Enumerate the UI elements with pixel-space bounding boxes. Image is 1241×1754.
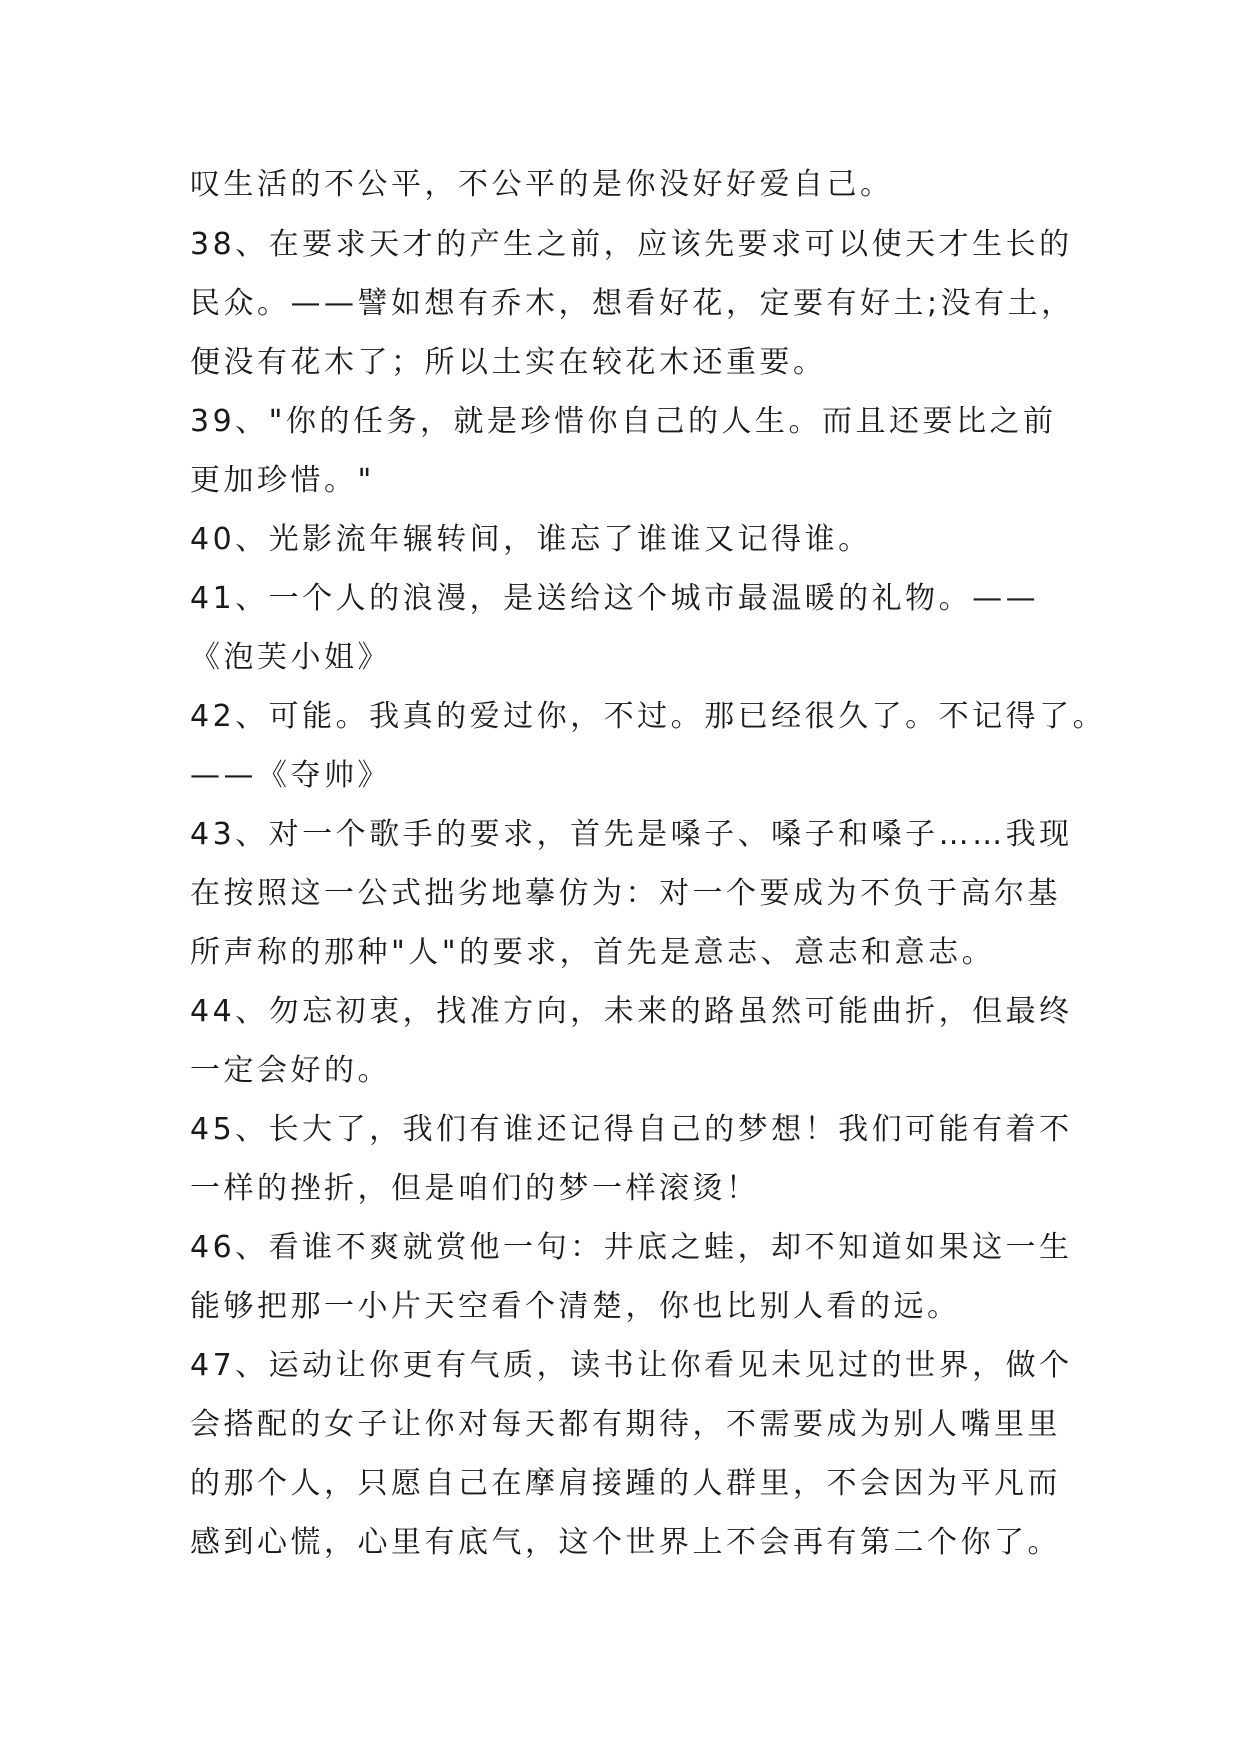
text-line: 38、在要求天才的产生之前，应该先要求可以使天才生长的 bbox=[190, 227, 1073, 262]
text-line: 一定会好的。 bbox=[190, 1053, 391, 1088]
text-line: 42、可能。我真的爱过你，不过。那已经很久了。不记得了。 bbox=[190, 699, 1107, 734]
text-line: 46、看谁不爽就赏他一句：井底之蛙，却不知道如果这一生 bbox=[190, 1230, 1073, 1265]
text-line: 《泡芙小姐》 bbox=[190, 640, 391, 675]
text-line: 39、"你的任务，就是珍惜你自己的人生。而且还要比之前 bbox=[190, 404, 1057, 439]
text-line: 民众。——譬如想有乔木，想看好花，定要有好土;没有土， bbox=[190, 286, 1075, 321]
text-line: 一样的挫折，但是咱们的梦一样滚烫！ bbox=[190, 1171, 760, 1206]
text-line: 的那个人，只愿自己在摩肩接踵的人群里，不会因为平凡而 bbox=[190, 1466, 1061, 1501]
text-line: 更加珍惜。" bbox=[190, 463, 375, 498]
text-line: 47、运动让你更有气质，读书让你看见未见过的世界，做个 bbox=[190, 1348, 1073, 1383]
text-line: 在按照这一公式拙劣地摹仿为：对一个要成为不负于高尔基 bbox=[190, 876, 1061, 911]
text-line: 能够把那一小片天空看个清楚，你也比别人看的远。 bbox=[190, 1289, 961, 1324]
text-line: 感到心慌，心里有底气，这个世界上不会再有第二个你了。 bbox=[190, 1525, 1061, 1560]
text-line: 所声称的那种"人"的要求，首先是意志、意志和意志。 bbox=[190, 935, 996, 970]
text-line: ——《夺帅》 bbox=[190, 758, 391, 793]
text-line: 45、长大了，我们有谁还记得自己的梦想！我们可能有着不 bbox=[190, 1112, 1073, 1147]
text-line: 41、一个人的浪漫，是送给这个城市最温暖的礼物。—— bbox=[190, 581, 1040, 616]
text-line: 44、勿忘初衷，找准方向，未来的路虽然可能曲折，但最终 bbox=[190, 994, 1073, 1029]
text-line: 40、光影流年辗转间，谁忘了谁谁又记得谁。 bbox=[190, 522, 872, 557]
text-line: 便没有花木了；所以土实在较花木还重要。 bbox=[190, 345, 827, 380]
text-line: 叹生活的不公平，不公平的是你没好好爱自己。 bbox=[190, 167, 894, 202]
text-line: 会搭配的女子让你对每天都有期待，不需要成为别人嘴里里 bbox=[190, 1407, 1061, 1442]
text-line: 43、对一个歌手的要求，首先是嗓子、嗓子和嗓子……我现 bbox=[190, 817, 1073, 852]
